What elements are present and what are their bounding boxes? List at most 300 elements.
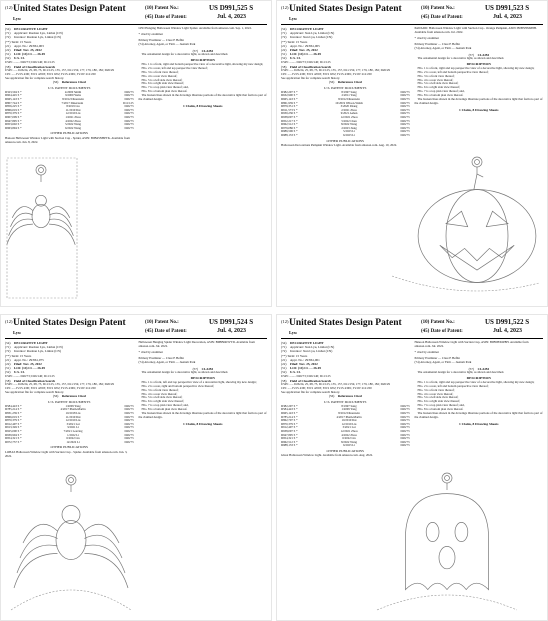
left-column [5, 341, 134, 458]
reference-row [281, 134, 410, 138]
ref-date-name: 11/2019 Dai [65, 107, 81, 112]
ref-date-name: 9/2021 Ashan [340, 111, 358, 116]
patent-date: Jul. 4, 2023 [493, 328, 523, 334]
appl-no: Appl. No.: 29/861,003 [14, 43, 44, 48]
ref-date-name: 5/2023 Li [343, 129, 355, 134]
other-pubs-heading: OTHER PUBLICATIONS [326, 138, 364, 143]
inventor-short: Lyu [289, 330, 297, 335]
description-item: FIG. 1 is a front, right and bottom perspective view of a decorative light, showing my new design; [141, 61, 264, 66]
spider-body [56, 521, 86, 560]
search-uspc: USPC ..... D26/24, 25, 68, 73, D11/125, 135, 157, D11/159, 177, 179, 180, 182; D26/29 [281, 67, 390, 72]
ref-class: D26/73 [400, 132, 410, 137]
suction-cup [36, 165, 46, 175]
suction-cup [442, 473, 452, 483]
loc-class: LOC (14) Cl. .... 26-05 [290, 366, 322, 371]
reference-list [5, 91, 134, 131]
spider-leg [85, 524, 120, 543]
ref-date-name: 4/2022 Zhou [65, 118, 81, 123]
ref-date-name: 6/2022 Lin [66, 436, 80, 441]
search-uspc: USPC ..... D26/24, 25, 68, 73, D11/125, 135, 157, D11/159, 177, 179, 180, 182; D26/29 [5, 381, 114, 386]
term: (**) Term: 15 Years [281, 353, 308, 358]
us-class: U.S. Cl. [290, 56, 301, 61]
suction-cup-center [69, 478, 74, 483]
ref-number: D962,512 S * [281, 122, 298, 127]
inventor-short: Lyu [289, 16, 297, 21]
description-item: FIG. 7 is a top plan view thereof; and, [417, 403, 465, 408]
applicant: Applicant: Ruohan Lyu, Linhai (CN) [14, 31, 63, 36]
reference-list [5, 405, 134, 445]
patent-number: US D991,522 S [485, 318, 530, 326]
ref-date-name: 2/2021 Zhou [341, 107, 357, 112]
claim-heading: CLAIM [477, 52, 489, 57]
date-label: (45) Date of Patent: [145, 329, 187, 334]
claim-heading: CLAIM [477, 366, 489, 371]
ref-class: D26/73 [124, 432, 134, 437]
description-item: The broken lines shown in the drawings illustrate portions of the decorative light that form no part of the claimed design. [138, 411, 267, 419]
field-code: (71) [5, 31, 11, 36]
suction-cup-center [39, 168, 44, 173]
ref-date-name: 7/2017 Dinerstein [61, 100, 84, 105]
filed-date: Filed: Nov. 25, 2022 [290, 48, 318, 53]
field-code: (54) [281, 27, 287, 31]
other-pubs-heading: OTHER PUBLICATIONS [50, 445, 88, 450]
design-drawing [1, 470, 263, 621]
ref-date-name: 7/2021 Leaving [63, 429, 83, 434]
ref-number: D963,894 S * [5, 125, 22, 130]
description-item: FIG. 5 is a left side view thereof; [141, 395, 183, 400]
description-item: FIG. 6 is a right side view thereof; [141, 399, 185, 404]
ref-number: D988,133 S * [281, 132, 298, 137]
ref-class: D26/73 [400, 443, 410, 448]
suction-cup [66, 475, 76, 485]
description-item: FIG. 1 is a front, right and top perspective view of a decorative light, showing my new design; [417, 379, 535, 384]
field-code: (51) [5, 366, 11, 371]
attorney: (74) Attorney, Agent, or Firm — Jeenam Park [414, 359, 472, 364]
suction-cup [472, 157, 482, 167]
ref-date-name: 12/2019 Liu [341, 421, 357, 426]
search-uspc: USPC ..... D26/24, 25, 68, 73, D11/125, 135, 157, D11/159, 177, 179, 180, 182; D26/29 [5, 67, 114, 72]
field-code: (52) [5, 370, 11, 375]
see-application: See application file for complete search history. [5, 389, 64, 394]
description-item: FIG. 4 is a rear view thereof; [417, 77, 454, 82]
field-code: (72) [5, 349, 11, 354]
ref-date-name: 9/2009 Yams [65, 93, 81, 98]
left-column [281, 27, 410, 148]
ref-class: D26/73 [400, 429, 410, 434]
patent-number: US D991,523 S [485, 4, 530, 12]
patent-number: US D991,524 S [209, 318, 254, 326]
search-uspc: USPC ..... D26/24, 25, 68, 73, D11/125, 135, 157, D11/159, 177, 179, 180, 182; D26/29 [281, 381, 390, 386]
attorney: (74) Attorney, Agent, or Firm — Jeenam Park [414, 45, 472, 50]
ref-date-name: 8/1997 Sung [341, 89, 357, 94]
publication-continued: Halloween Hanging Spider Window Light Decoration, ASIN: B0BB6R3VTD. Available from amazon.com. Jul. 2022. [138, 340, 255, 348]
field-code: (54) [281, 341, 287, 345]
description-heading: DESCRIPTION [466, 61, 491, 66]
other-pubs-heading: OTHER PUBLICATIONS [50, 131, 88, 136]
ref-date-name: 3/2021 Lai [66, 421, 80, 426]
ref-class: D26/73 [124, 89, 134, 94]
field-of-search: Field of Classification Search [14, 378, 56, 383]
filed-date: Filed: Nov. 25, 2022 [14, 362, 42, 367]
design-title: DECORATIVE LIGHT [14, 341, 48, 345]
description-item: The broken lines shown in the drawings illustrate portions of the decorative light that form no part of the claimed design. [138, 93, 267, 102]
field-of-search: Field of Classification Search [290, 378, 332, 383]
description-item: The broken lines shown in the drawings illustrate portions of the decorative light that form no part of the claimed design. [414, 97, 543, 105]
ref-class: D26/73 [124, 403, 134, 408]
ref-date-name: 10/2019 Wilson-Walsh [335, 100, 363, 105]
design-title: DECORATIVE LIGHT [14, 27, 48, 31]
ref-class: D26/73 [124, 429, 134, 434]
ref-date-name: 8/2012 Dinerstein [338, 97, 360, 102]
cited-by-examiner: * cited by examiner [414, 349, 439, 354]
description-item: FIG. 5 is a left side view thereof; [417, 81, 459, 86]
field-code: (56) [328, 80, 335, 85]
description-item: FIG. 7 is a top plan view thereof; and, [417, 89, 465, 94]
ref-date-name: 1/2021 Zhou [65, 115, 81, 120]
field-code: (51) [281, 366, 287, 371]
field-code: (52) [281, 56, 287, 61]
primary-examiner: Primary Examiner — Clare E Heflin [138, 355, 184, 360]
field-code: (22) [5, 48, 11, 53]
ref-date-name: 2/2023 Jiang [341, 125, 357, 130]
field-code: (22) [281, 362, 287, 367]
other-pub-text: LOHAS Halloween Window Light with Suction Cup - Spider. Available from amazon.com. Jun. 3, 2022. [5, 449, 128, 458]
description-item: FIG. 6 is a right side view thereof; [141, 81, 185, 86]
ref-number: D382,297 S * [281, 89, 298, 94]
ref-number: D785,214 S * [5, 407, 22, 412]
references-title: References Cited [61, 80, 86, 85]
ref-number: D870,379 S * [5, 418, 22, 423]
term: (**) Term: 15 Years [5, 39, 32, 44]
filed-date: Filed: Nov. 25, 2022 [14, 48, 42, 53]
ref-class: D26/73 [400, 421, 410, 426]
see-application: See application file for complete search history. [5, 75, 64, 80]
claim-text: The ornamental design for a decorative light, as shown and described. [141, 51, 229, 56]
broken-line-boundary [11, 590, 131, 610]
ref-class: D26/73 [400, 436, 410, 441]
ref-date-name: 1/2009 Yang [341, 407, 357, 412]
field-code: (72) [5, 35, 11, 40]
pumpkin-eye [446, 211, 468, 227]
ref-class: D26/73 [400, 411, 410, 416]
appl-no: Appl. No.: 29/861,001 [290, 357, 320, 362]
attorney: (74) Attorney, Agent, or Firm — Jeenam Park [138, 359, 196, 364]
field-code: (54) [5, 341, 11, 345]
ref-number: D866,019 S * [5, 414, 22, 419]
ref-date-name: 8/2012 Dinerstein [62, 97, 84, 102]
references-title: References Cited [337, 80, 362, 85]
ref-number: D912,497 S * [5, 421, 22, 426]
ref-class: D26/73 [400, 89, 410, 94]
broken-line-boundary [377, 595, 517, 610]
pumpkin-stem [474, 174, 483, 190]
field-code: (52) [5, 56, 11, 61]
ref-class: D26/73 [400, 104, 410, 109]
ref-class: D26/73 [400, 107, 410, 112]
field-code: (72) [281, 349, 287, 354]
ref-date-name: 12/2021 Zhou [340, 115, 358, 120]
patent-body [281, 339, 543, 458]
ref-date-name: 5/2022 Chen [341, 118, 357, 123]
ref-date-name: 1/2022 Li [67, 432, 79, 437]
ref-class: D26/73 [124, 411, 134, 416]
field-code: (57) [468, 52, 475, 57]
term: (**) Term: 15 Years [5, 353, 32, 358]
ref-class: D26/73 [124, 122, 134, 127]
spider-leg [12, 207, 33, 218]
broken-line-boundary [7, 158, 77, 298]
see-application: See application file for complete search history. [281, 75, 340, 80]
search-cpc: CPC ..... F21S 4/00; F21S 4/003; F21S 9/02; F21S 4/001; F21W 2121/00 [281, 71, 372, 76]
ref-date-name: 5/2022 Wang [65, 122, 82, 127]
description-item: FIG. 2 is a rear, right and bottom perspective view thereof; [141, 383, 215, 388]
field-code: (21) [281, 43, 287, 48]
ref-class: D26/73 [400, 122, 410, 127]
field-code: (71) [5, 345, 11, 350]
claim-text: The ornamental design for a decorative light, as shown and described. [417, 369, 505, 374]
ref-number: D938,097 S * [281, 429, 298, 434]
filed-date: Filed: Nov. 25, 2022 [290, 362, 318, 367]
description-item: The broken lines shown in the drawings illustrate portions of the decorative light that form no part of the claimed design. [414, 411, 543, 419]
spider-leg [7, 224, 33, 245]
pumpkin-rib [446, 190, 508, 283]
left-column [5, 27, 134, 144]
ref-date-name: 4/2017 Pham-Martin [336, 414, 362, 419]
ref-date-name: 4/2017 Pham-Martin [60, 407, 86, 412]
inventor: Inventor: Xun Lyu, Linhai (CN) [290, 35, 333, 40]
spider-leg [85, 554, 129, 589]
field-code: (21) [281, 357, 287, 362]
ref-date-name: 10/2018 Liu [65, 411, 81, 416]
pumpkin-outline [418, 190, 536, 283]
ref-date-name: 4/2022 Zhou [341, 432, 357, 437]
suction-cup-center [445, 476, 450, 481]
search-cpc: CPC ..... F21S 4/00; F21S 4/003; F21S 9/02; F21S 4/001; F21W 2121/00 [5, 71, 96, 76]
date-label: (45) Date of Patent: [145, 15, 187, 20]
applicant: Applicant: Ruohan Lyu, Linhai (CN) [14, 345, 63, 350]
kind-code: (12) [281, 319, 289, 324]
field-code: (56) [328, 394, 335, 399]
us-docs-heading: U.S. PATENT DOCUMENTS [48, 85, 91, 90]
date-label: (45) Date of Patent: [421, 15, 463, 20]
other-pub-text: Hanoon Halloween Window Light with Suction Cup - Spider, ASIN: B0B45NHPTK. Available from amazon.com. Jun. 8, 2022. [5, 135, 130, 144]
ref-number: D930,236 S * [281, 111, 298, 116]
ref-date-name: 11/2019 Dai [65, 414, 81, 419]
ref-class: D26/73 [124, 111, 134, 116]
design-drawing [277, 156, 539, 307]
pumpkin-eye [486, 211, 508, 227]
ref-class: D26/73 [124, 436, 134, 441]
spider-body [32, 204, 50, 227]
description-item: FIG. 3 is a front view thereof; [141, 387, 179, 392]
claim-text: The ornamental design for a decorative light, as shown and described. [141, 369, 229, 374]
references-title: References Cited [337, 394, 362, 399]
ref-number: D807,744 S * [5, 100, 22, 105]
right-column [415, 341, 544, 458]
publication-continued: PAWADIC Halloween Window Light with Suction Cup - Orange Pumpkin, ASIN: B0B5HX6P8H. Available from amazon.com. Jul. 2022. [414, 26, 537, 34]
field-code: (56) [52, 394, 59, 399]
claim-count: 1 Claim, 8 Drawing Sheets [458, 107, 499, 112]
ref-number: D632,900 S * [281, 93, 298, 98]
uspc: USPC ........ D26/73; D26/140; D11/125 [5, 373, 55, 378]
loc-class: LOC (14) Cl. .... 26-05 [290, 52, 322, 57]
description-item: FIG. 4 is a rear view thereof; [417, 391, 454, 396]
patent-no-label: (10) Patent No.: [421, 6, 455, 11]
patent-date: Jul. 4, 2023 [217, 14, 247, 20]
ref-number: D382,297 S * [281, 403, 298, 408]
description-list [415, 67, 544, 106]
description-item: FIG. 8 is a bottom plan view thereof. [141, 89, 188, 94]
ref-class: D26/73 [400, 407, 410, 412]
cited-by-examiner: * cited by examiner [414, 35, 439, 40]
loc-class: LOC (14) Cl. .... 26-05 [14, 52, 46, 57]
field-of-search: Field of Classification Search [290, 64, 332, 69]
field-of-search: Field of Classification Search [14, 64, 56, 69]
spider-leg [49, 207, 70, 218]
ref-date-name: 8/2019 Liu [66, 104, 80, 109]
ref-date-name: 12/2019 Liu [65, 418, 81, 423]
loc-class: LOC (14) Cl. .... 26-05 [14, 366, 46, 371]
ref-number: D665,143 S * [5, 97, 22, 102]
applicant: Applicant: Xun Lyu, Linhai (CN) [290, 345, 335, 350]
ref-date-name: 8/2012 Dinerstein [338, 411, 360, 416]
reference-row [5, 127, 134, 131]
field-code: (21) [5, 357, 11, 362]
ref-number: D665,143 S * [281, 97, 298, 102]
ref-number: D938,097 S * [281, 115, 298, 120]
ref-number: D912,497 S * [281, 425, 298, 430]
ref-date-name: 10/2019 Dai [341, 418, 357, 423]
term: (**) Term: 15 Years [281, 39, 308, 44]
ref-number: D925,000 S * [5, 429, 22, 434]
inventor-short: Lyu [13, 16, 21, 21]
uspc: USPC ........ D26/73; D26/140; D11/125 [281, 59, 331, 64]
description-item: FIG. 3 is a front view thereof; [141, 69, 179, 74]
description-heading: DESCRIPTION [190, 57, 215, 62]
inventor-short: Lyu [13, 330, 21, 335]
uspc: USPC ........ D26/73; D26/140; D11/125 [281, 373, 331, 378]
description-item: FIG. 7 is a top plan view thereof; and, [141, 85, 189, 90]
ref-class: D26/73 [400, 118, 410, 123]
ref-class: D26/73 [400, 418, 410, 423]
description-item: FIG. 3 is a front view thereof; [417, 387, 455, 392]
ref-class: D26/73 [124, 425, 134, 430]
reference-list [281, 405, 410, 448]
search-cpc: CPC ..... F21S 4/00; F21S 4/003; F21S 9/02; F21S 4/001; F21W 2121/00 [281, 385, 372, 390]
description-list [139, 63, 268, 102]
ref-number: D962,512 S * [281, 439, 298, 444]
description-item: FIG. 8 is a bottom plan view thereof. [141, 407, 188, 412]
us-docs-heading: U.S. PATENT DOCUMENTS [324, 85, 367, 90]
ref-number: D947,895 S * [281, 432, 298, 437]
description-item: FIG. 5 is a left side view thereof; [141, 77, 183, 82]
design-drawing [1, 156, 263, 307]
spider-leg [14, 554, 58, 589]
field-code: (22) [281, 48, 287, 53]
ref-class: D26/73 [400, 111, 410, 116]
claim-text: The ornamental design for a decorative light, as shown and described. [417, 55, 505, 60]
description-heading: DESCRIPTION [466, 375, 491, 380]
patent-body [5, 339, 267, 458]
ref-number: D913,349 S * [5, 425, 22, 430]
left-column [281, 341, 410, 458]
ref-date-name: 6/2023 Li [343, 132, 355, 137]
ref-number: D953,602 S * [5, 122, 22, 127]
ref-number: D870,379 S * [281, 421, 298, 426]
patent-title: United States Design Patent [13, 4, 126, 14]
ref-number: D952,217 S * [281, 118, 298, 123]
description-item: FIG. 4 is a rear view thereof; [141, 391, 178, 396]
field-code: (21) [5, 43, 11, 48]
ref-class: D26/73 [124, 421, 134, 426]
field-code: (54) [5, 27, 11, 31]
ref-class: D26/73 [400, 439, 410, 444]
claim-count: 1 Claim, 8 Drawing Sheets [182, 421, 223, 426]
ref-class: D26/73 [400, 97, 410, 102]
ref-class: D26/73 [400, 93, 410, 98]
ref-number: D866,019 S * [5, 107, 22, 112]
ref-class: D26/73 [400, 115, 410, 120]
description-item: FIG. 8 is a bottom plan view thereof. [417, 407, 464, 412]
patent-page [0, 314, 272, 621]
field-code: (51) [5, 52, 11, 57]
ref-number: D604,445 S * [5, 93, 22, 98]
ref-date-name: 3/2021 Lai [342, 425, 356, 430]
claim-count: 1 Claim, 8 Drawing Sheets [182, 104, 223, 108]
patent-page [0, 0, 272, 307]
ref-date-name: 2/2011 Yang [341, 93, 357, 98]
field-code: (57) [192, 48, 199, 53]
description-item: FIG. 8 is a bottom plan view thereof. [417, 93, 464, 98]
primary-examiner: Primary Examiner — Clare E Heflin [414, 41, 460, 46]
ref-date-name: 8/1997 Sung [341, 403, 357, 408]
ref-class: D26/73 [400, 100, 410, 105]
spider-leg [23, 524, 58, 543]
description-item: FIG. 7 is a top plan view thereof; and, [141, 403, 189, 408]
ref-number: D665,143 S * [281, 411, 298, 416]
primary-examiner: Primary Examiner — Clare E Heflin [414, 355, 460, 360]
kind-code: (12) [5, 319, 13, 324]
appl-no: Appl. No.: 29/861,075 [14, 357, 44, 362]
ref-class: D26/73 [124, 418, 134, 423]
inventor: Inventor: Ruohan Lyu, Linhai (CN) [14, 349, 61, 354]
ref-class: D26/73 [400, 414, 410, 419]
reference-row [281, 444, 410, 448]
field-code: (57) [192, 366, 199, 371]
ref-date-name: 8/2022 Wang [341, 122, 358, 127]
patent-no-label: (10) Patent No.: [145, 320, 179, 325]
field-code: (58) [5, 378, 11, 383]
cited-by-examiner: * cited by examiner [138, 349, 163, 354]
right-column [139, 341, 268, 458]
ref-number: D911,573 S * [281, 107, 298, 112]
ghost-eye [426, 522, 439, 541]
ref-class: D26/73 [124, 407, 134, 412]
description-item: FIG. 3 is a front view thereof; [417, 73, 455, 78]
patent-header [5, 318, 267, 339]
ref-date-name: 12/2022 Li [66, 439, 80, 444]
field-code: (71) [281, 31, 287, 36]
date-label: (45) Date of Patent: [421, 329, 463, 334]
ref-date-name: 6/2022 Wang [65, 125, 82, 130]
description-item: FIG. 1 is a front, right and top perspective view of a decorative light, showing my new design; [417, 65, 535, 70]
ref-date-name: 6/2022 Lin [342, 436, 356, 441]
field-code: (58) [281, 64, 287, 69]
ref-number: D939,904 S * [5, 432, 22, 437]
pumpkin-mouth [440, 245, 514, 270]
ref-number: D988,133 S * [281, 443, 298, 448]
ref-number: D947,895 S * [5, 118, 22, 123]
